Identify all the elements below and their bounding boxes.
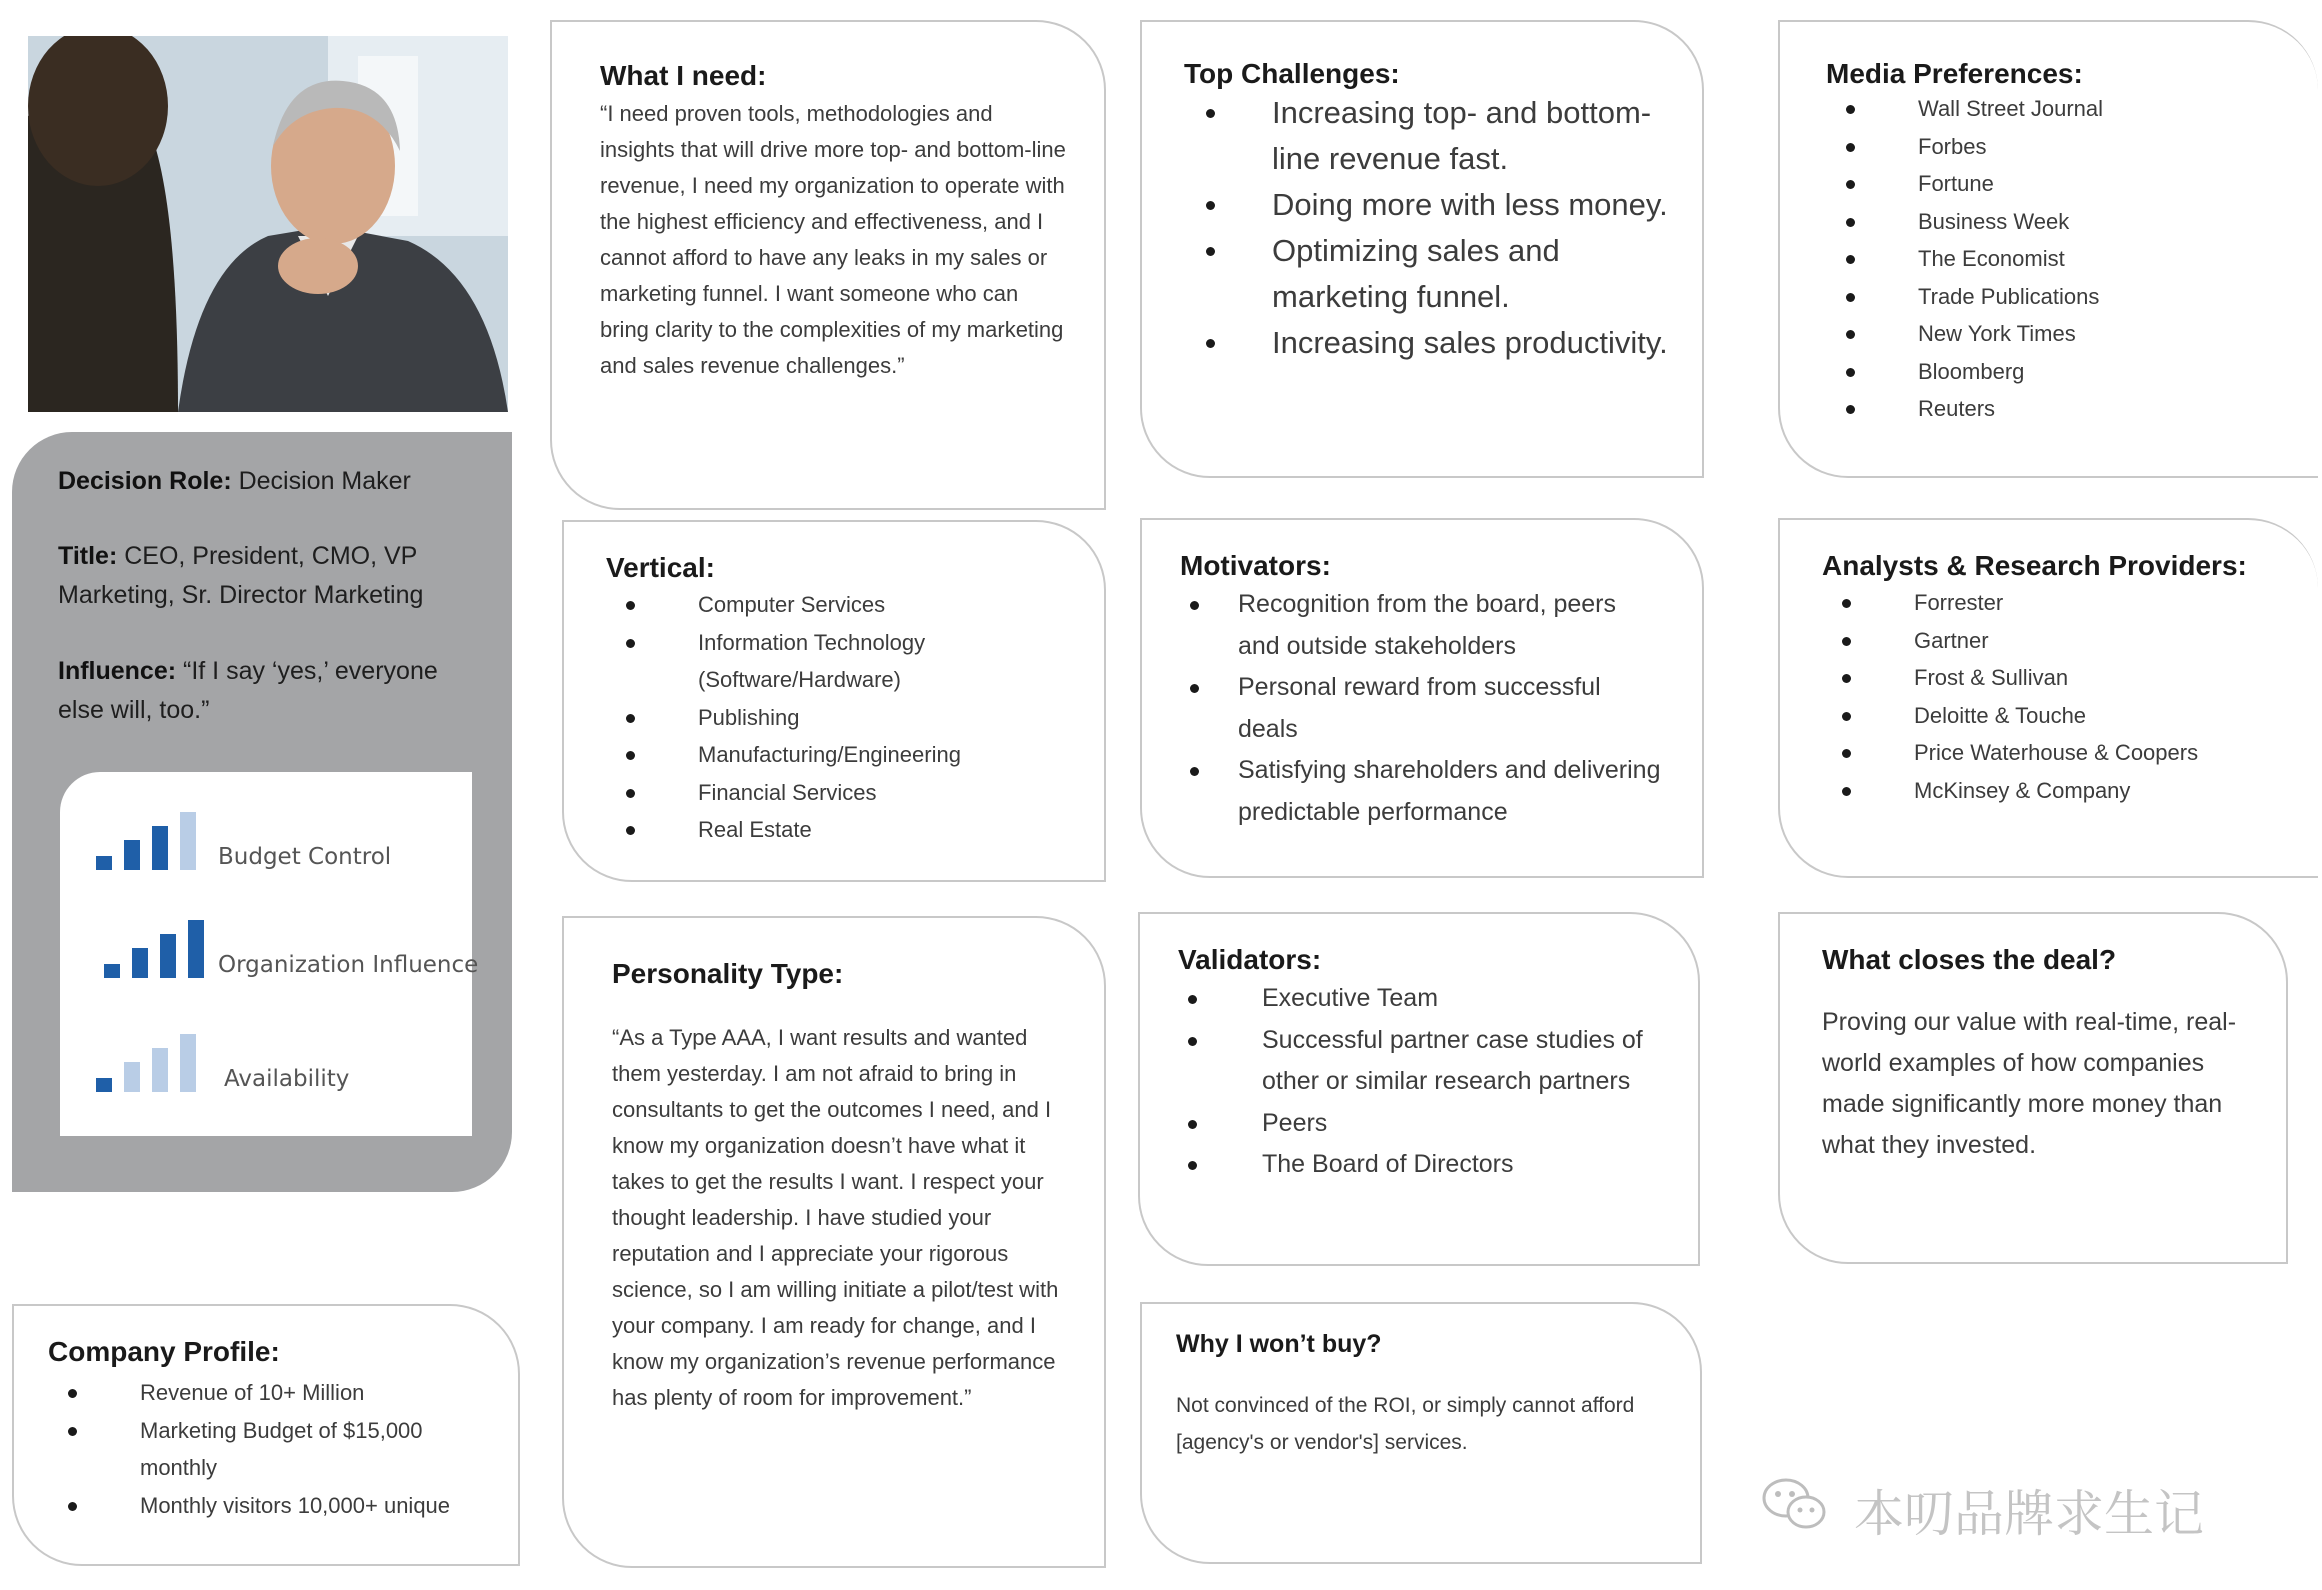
list-item: Satisfying shareholders and delivering predictable performance (1180, 750, 1678, 833)
list-item: Information Technology (Software/Hardware) (606, 624, 998, 699)
bar-chart-icon (104, 912, 224, 978)
list-item: New York Times (1826, 315, 2306, 353)
list-item: Wall Street Journal (1826, 90, 2306, 128)
rating-availability (96, 1022, 466, 1092)
validators-title: Validators: (1178, 944, 1322, 975)
analysts-list (1822, 584, 2312, 809)
motivators-card (1140, 518, 1704, 878)
list-item: Forrester (1822, 584, 2312, 622)
media-preferences-title: Media Preferences: (1826, 58, 2083, 89)
decision-role-panel (12, 432, 512, 1192)
list-item: Real Estate (606, 811, 1086, 849)
job-title (58, 537, 488, 615)
watermark (1760, 1470, 2280, 1543)
list-item: Increasing top- and bottom-line revenue fast. (1184, 90, 1672, 182)
rating-bar (188, 920, 204, 978)
list-item: Increasing sales productivity. (1184, 320, 1694, 366)
rating-bar (180, 1034, 196, 1092)
closes-deal-card (1778, 912, 2288, 1264)
influence-value: “If I say ‘yes,’ everyone else will, too.” (58, 657, 438, 724)
what-i-need-quote: “I need proven tools, methodologies and insights that will drive more top- and bottom-line revenue, I need my organization to operate with the highest efficiency and effectiveness, and I cannot afford to have any leaks in my sales or marketing funnel. I want someone who can bring clarity to the complexities of my marketing and sales revenue challenges.” (600, 101, 1066, 378)
list-item: Personal reward from successful deals (1180, 667, 1658, 750)
rating-label: Organization Influence (218, 952, 479, 978)
list-item: The Economist (1826, 240, 2306, 278)
analysts-title: Analysts & Research Providers: (1822, 550, 2247, 581)
wont-buy-card (1140, 1302, 1702, 1564)
job-title-label: Title: (58, 542, 118, 570)
top-challenges-list (1184, 90, 1694, 366)
list-item: Publishing (606, 699, 1086, 737)
bar-chart-icon (96, 804, 216, 870)
decision-role (58, 462, 488, 501)
personality-quote: “As a Type AAA, I want results and wanted them yesterday. I am not afraid to bring in consultants to get the outcomes I need, and I know my organization doesn’t have what it takes to get the results I want. I respect your thought leadership. I have studied your reputation and I appreciate your rigorous science, so I am willing initiate a pilot/test with your company. I am ready for change, and I know my organization’s revenue performance has plenty of room for improvement.” (612, 1025, 1059, 1410)
list-item: Monthly visitors 10,000+ unique (48, 1487, 508, 1525)
rating-label: Budget Control (218, 844, 392, 870)
wont-buy-text: Not convinced of the ROI, or simply cannot afford [agency's or vendor's] services. (1176, 1394, 1635, 1454)
rating-bar (160, 934, 176, 978)
list-item: Optimizing sales and marketing funnel. (1184, 228, 1602, 320)
list-item: Peers (1178, 1103, 1688, 1145)
rating-bar (104, 964, 120, 978)
company-profile-title: Company Profile: (48, 1336, 280, 1367)
list-item: Trade Publications (1826, 278, 2306, 316)
motivators-title: Motivators: (1180, 550, 1331, 581)
personality-card (562, 916, 1106, 1568)
validators-list (1178, 978, 1688, 1186)
wechat-icon (1760, 1474, 1830, 1534)
rating-bar (180, 812, 196, 870)
list-item: Financial Services (606, 774, 1086, 812)
vertical-list (606, 586, 1086, 849)
rating-bar (152, 826, 168, 870)
list-item: McKinsey & Company (1822, 772, 2312, 810)
company-profile-card (12, 1304, 520, 1566)
list-item: Executive Team (1178, 978, 1688, 1020)
rating-bar (124, 840, 140, 870)
vertical-card (562, 520, 1106, 882)
list-item: Marketing Budget of $15,000 monthly (48, 1412, 460, 1487)
influence (58, 652, 488, 730)
list-item: Doing more with less money. (1184, 182, 1694, 228)
analysts-card (1778, 518, 2318, 878)
list-item: Fortune (1826, 165, 2306, 203)
closes-deal-title: What closes the deal? (1822, 944, 2117, 975)
rating-bar (124, 1062, 140, 1092)
company-profile-list (48, 1374, 508, 1524)
rating-box (60, 772, 479, 1136)
list-item: The Board of Directors (1178, 1144, 1688, 1186)
personality-title: Personality Type: (612, 958, 844, 989)
list-item: Revenue of 10+ Million (48, 1374, 508, 1412)
rating-bar (152, 1048, 168, 1092)
list-item: Gartner (1822, 622, 2312, 660)
list-item: Price Waterhouse & Coopers (1822, 734, 2312, 772)
list-item: Deloitte & Touche (1822, 697, 2312, 735)
list-item: Frost & Sullivan (1822, 659, 2312, 697)
list-item: Computer Services (606, 586, 1086, 624)
validators-card (1138, 912, 1700, 1266)
job-title-value: CEO, President, CMO, VP Marketing, Sr. Director Marketing (58, 542, 424, 609)
vertical-title: Vertical: (606, 552, 715, 583)
media-preferences-list (1826, 90, 2306, 428)
bar-chart-icon (96, 1026, 216, 1092)
rating-label: Availability (224, 1066, 350, 1092)
wont-buy-title: Why I won’t buy? (1176, 1330, 1382, 1358)
what-i-need-card (550, 20, 1106, 510)
top-challenges-title: Top Challenges: (1184, 58, 1400, 89)
list-item: Recognition from the board, peers and outside stakeholders (1180, 584, 1658, 667)
rating-bar (96, 1078, 112, 1092)
motivators-list (1180, 584, 1690, 833)
decision-role-value: Decision Maker (231, 467, 411, 495)
list-item: Business Week (1826, 203, 2306, 241)
list-item: Manufacturing/Engineering (606, 736, 1086, 774)
what-i-need-title: What I need: (600, 60, 767, 91)
media-preferences-card (1778, 20, 2318, 478)
rating-bar (132, 948, 148, 978)
business-meeting-photo (28, 36, 508, 412)
list-item: Forbes (1826, 128, 2306, 166)
top-challenges-card (1140, 20, 1704, 478)
influence-label: Influence: (58, 657, 177, 685)
list-item: Bloomberg (1826, 353, 2306, 391)
persona-photo (28, 36, 508, 412)
rating-budget-control (96, 800, 466, 870)
closes-deal-text: Proving our value with real-time, real-world examples of how companies made significantly more money than what they invested. (1822, 1008, 2237, 1159)
decision-role-label: Decision Role: (58, 467, 232, 495)
watermark-text: 本叨品牌求生记 (1854, 1485, 2204, 1543)
list-item: Reuters (1826, 390, 2306, 428)
rating-organization-influence (104, 908, 479, 978)
rating-bar (96, 856, 112, 870)
list-item: Successful partner case studies of other or similar research partners (1178, 1020, 1662, 1103)
